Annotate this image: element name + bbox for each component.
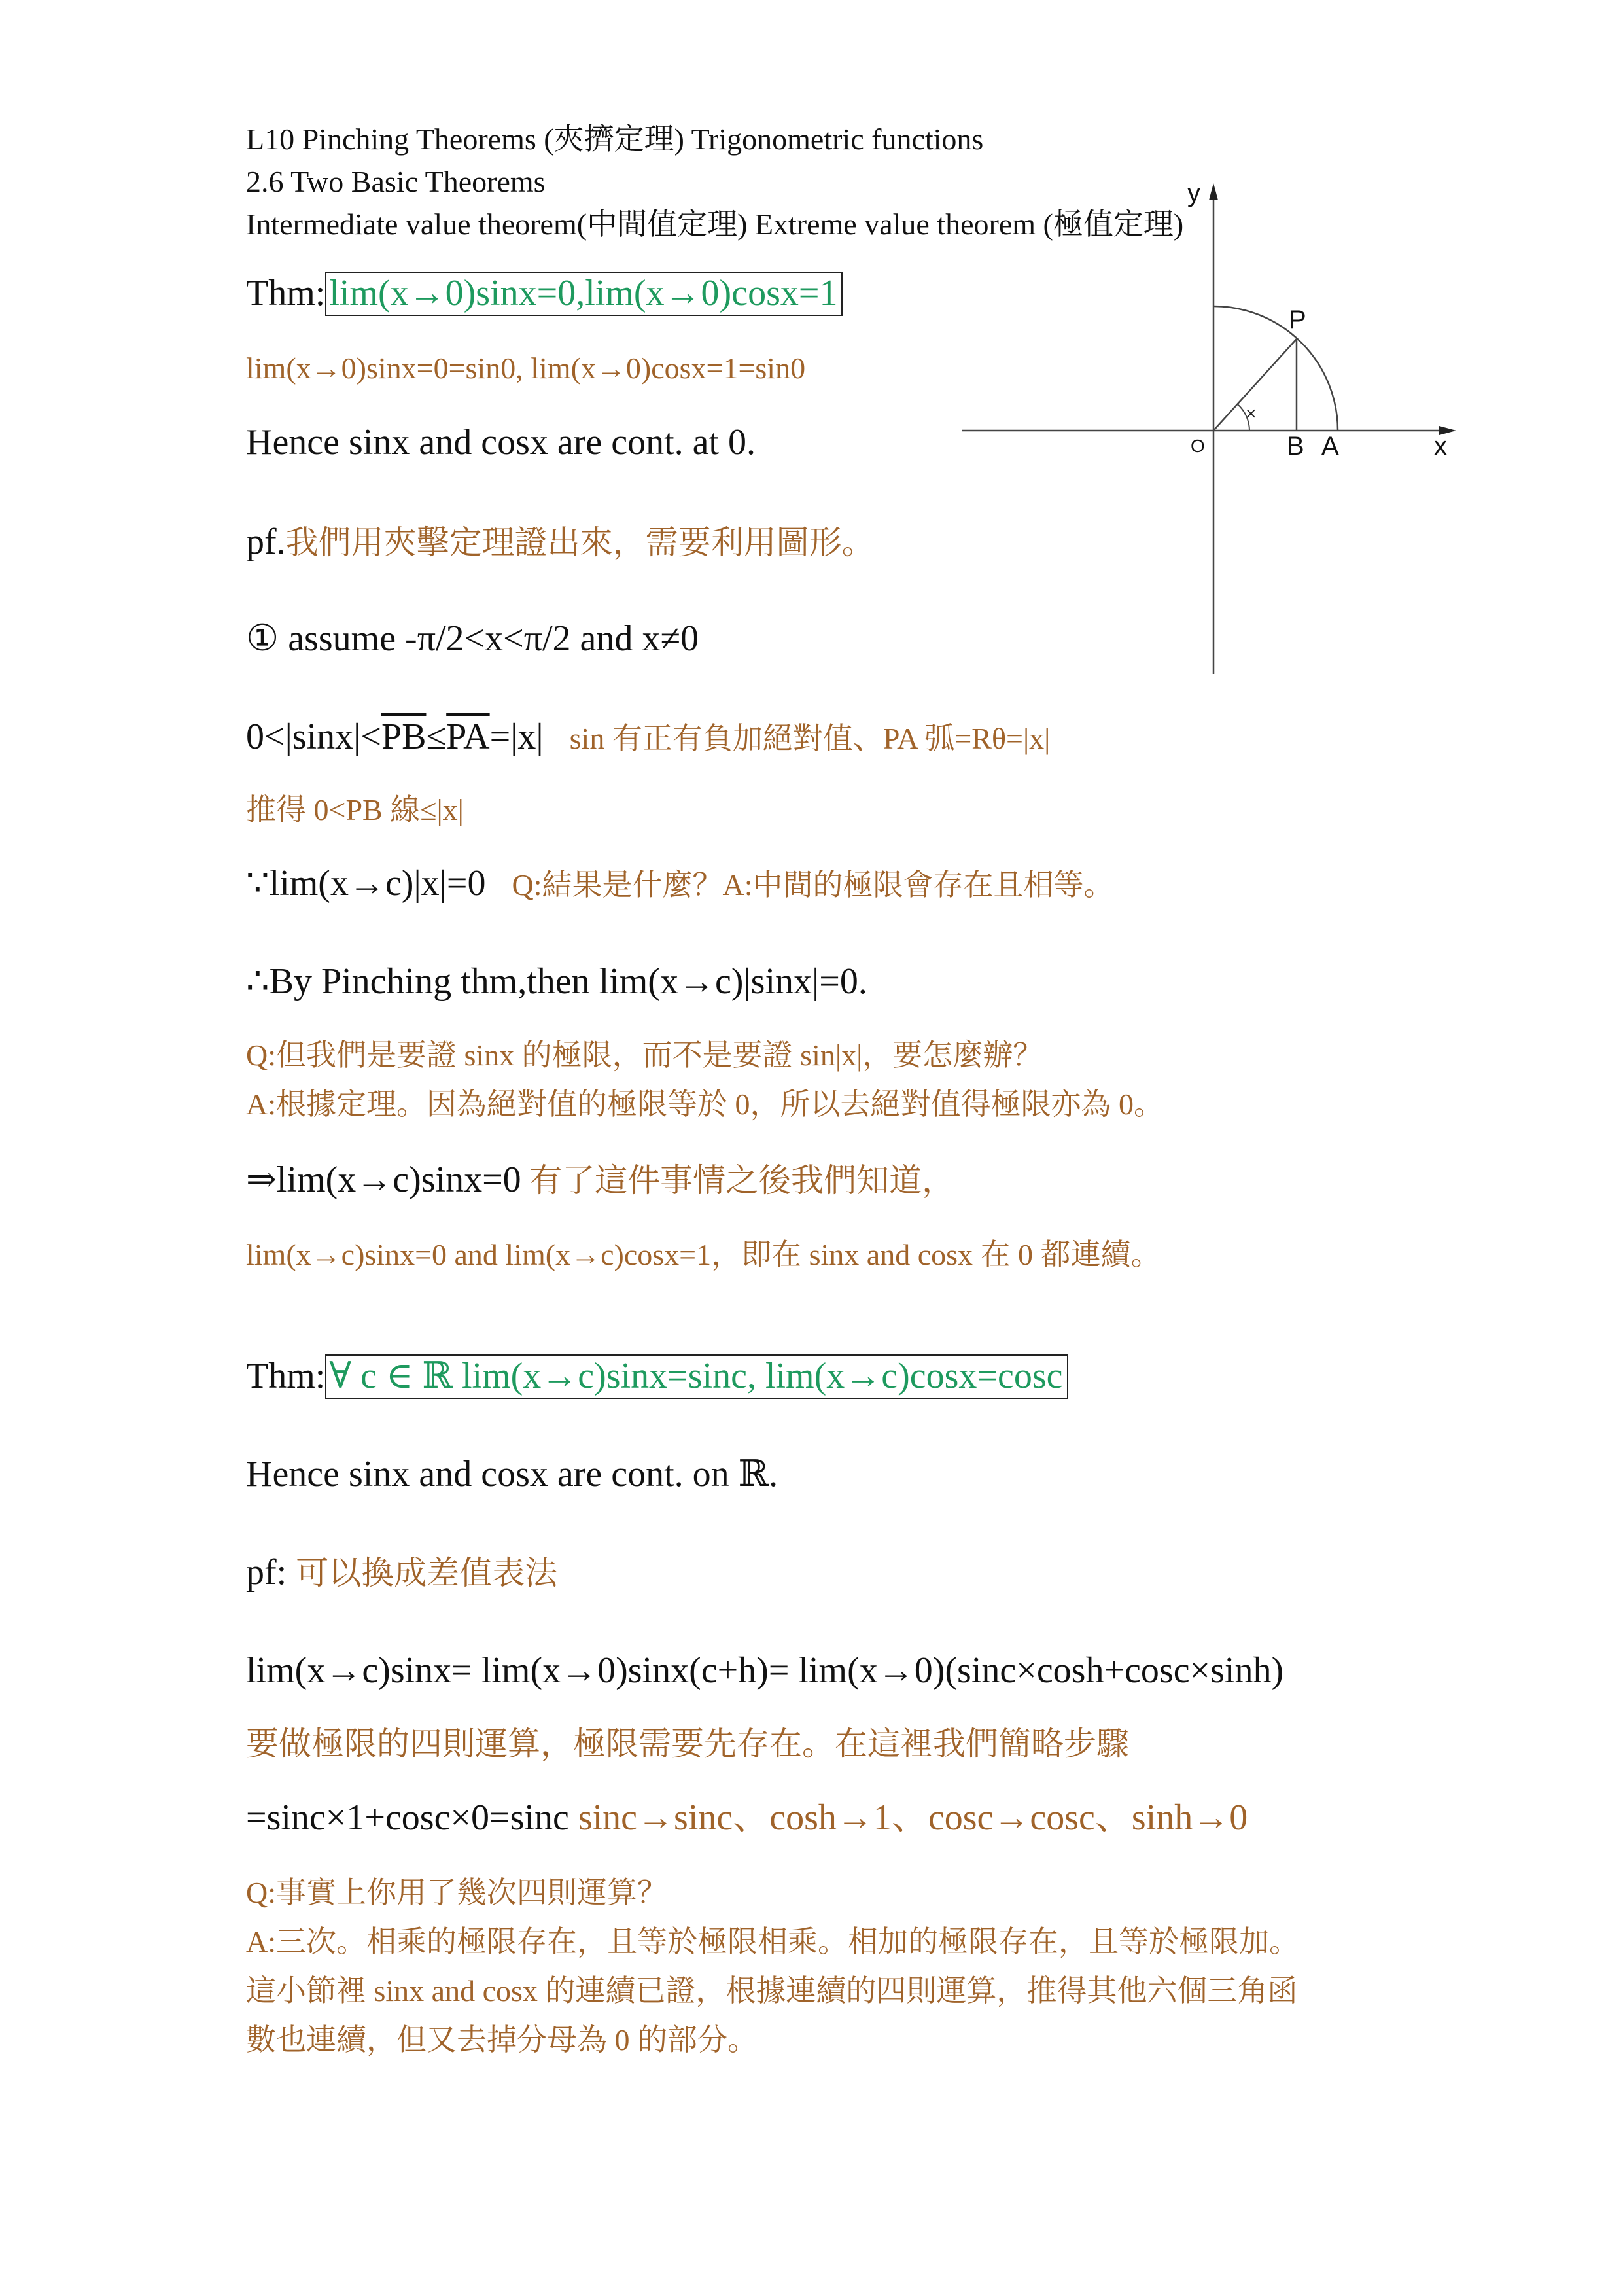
proof-2-prefix: pf: — [246, 1552, 296, 1593]
proof-1 — [246, 523, 875, 560]
label-a: A — [1321, 432, 1339, 461]
theorem-1-statement: lim(x→0)sinx=0,lim(x→0)cosx=1 — [325, 272, 843, 316]
qa2-answer-1: A:三次。相乘的極限存在，且等於極限相乘。相加的極限存在，且等於極限加。 — [246, 1925, 1299, 1958]
inequality-line — [246, 718, 1050, 755]
label-b: B — [1287, 432, 1304, 461]
inequality-le: ≤ — [426, 716, 447, 757]
assumption: ① assume -π/2<x<π/2 and x≠0 — [246, 618, 699, 659]
limit-note: 要做極限的四則運算，極限需要先存在。在這裡我們簡略步驟 — [246, 1725, 1129, 1762]
label-o: O — [1191, 436, 1205, 456]
proof-2 — [246, 1554, 557, 1591]
y-axis-arrow-icon — [1209, 183, 1218, 200]
because-main: ∵lim(x→c)|x|=0 — [246, 863, 486, 904]
implies-note: 有了這件事情之後我們知道， — [521, 1162, 955, 1199]
theorem-2 — [246, 1358, 1068, 1394]
limit-expression: lim(x→c)sinx= lim(x→0)sinx(c+h)= lim(x→0)(sinc×cosh+cosc×sinh) — [246, 1650, 1284, 1691]
derivation: 推得 0<PB 線≤|x| — [246, 793, 464, 826]
unit-circle-figure — [962, 177, 1459, 680]
because-line — [246, 865, 1113, 902]
arc — [1213, 306, 1338, 431]
result-line — [246, 1799, 1248, 1836]
implies-line — [246, 1161, 954, 1198]
result-note: sinc→sinc、cosh→1、cosc→cosc、sinh→0 — [568, 1797, 1248, 1838]
proof-1-text: 我們用夾擊定理證出來，需要利用圖形。 — [285, 524, 875, 561]
hence-2: Hence sinx and cosx are cont. on ℝ. — [246, 1454, 778, 1494]
theorem-2-statement: ∀ c ∈ ℝ lim(x→c)sinx=sinc, lim(x→c)cosx=cosc — [325, 1354, 1068, 1399]
inequality-note: sin 有正有負加絕對值、PA 弧=Rθ=|x| — [569, 722, 1051, 755]
therefore-line: ∴By Pinching thm,then lim(x→c)|sinx|=0. — [246, 961, 867, 1002]
header-line-3: Intermediate value theorem(中間值定理) Extreme value theorem (極值定理) — [246, 207, 1184, 241]
angle-mark: × — [1245, 406, 1257, 422]
label-p: P — [1289, 306, 1306, 334]
qa1-question: Q:但我們是要證 sinx 的極限，而不是要證 sin|x|，要怎麼辦？ — [246, 1038, 1043, 1072]
header-line-1: L10 Pinching Theorems (夾擠定理) Trigonometric functions — [246, 122, 984, 156]
theorem-1-prefix: Thm: — [246, 273, 326, 313]
proof-1-prefix: pf. — [246, 521, 286, 562]
continuity-note: lim(x→c)sinx=0 and lim(x→c)cosx=1，即在 sinx and cosx 在 0 都連續。 — [246, 1238, 1161, 1271]
hence-1: Hence sinx and cosx are cont. at 0. — [246, 422, 756, 463]
arc-pa: $\overline{PA}$ — [446, 716, 490, 757]
theorem-2-prefix: Thm: — [246, 1356, 326, 1396]
because-note: Q:結果是什麼？A:中間的極限會存在且相等。 — [512, 868, 1114, 902]
inequality-end: =|x| — [489, 716, 544, 757]
qa1-answer: A:根據定理。因為絕對值的極限等於 0，所以去絕對值得極限亦為 0。 — [246, 1087, 1164, 1121]
theorem-1 — [246, 275, 843, 311]
label-x: x — [1434, 432, 1447, 461]
result-main: =sinc×1+cosc×0=sinc — [246, 1797, 569, 1838]
segment-pb: $\overline{PB}$ — [381, 716, 427, 757]
proof-2-text: 可以換成差值表法 — [296, 1555, 558, 1591]
implies-main: ⇒lim(x→c)sinx=0 — [246, 1159, 521, 1200]
label-y: y — [1187, 179, 1200, 207]
qa2-answer-2: 這小節裡 sinx and cosx 的連續已證，根據連續的四則運算，推得其他六個三角函 — [246, 1974, 1298, 2007]
header-line-2: 2.6 Two Basic Theorems — [246, 165, 546, 198]
inequality-start: 0<|sinx|< — [246, 716, 381, 757]
qa2-answer-3: 數也連續，但又去掉分母為 0 的部分。 — [246, 2023, 758, 2057]
note-1: lim(x→0)sinx=0=sin0, lim(x→0)cosx=1=sin0 — [246, 351, 806, 385]
qa2-question: Q:事實上你用了幾次四則運算？ — [246, 1876, 667, 1909]
